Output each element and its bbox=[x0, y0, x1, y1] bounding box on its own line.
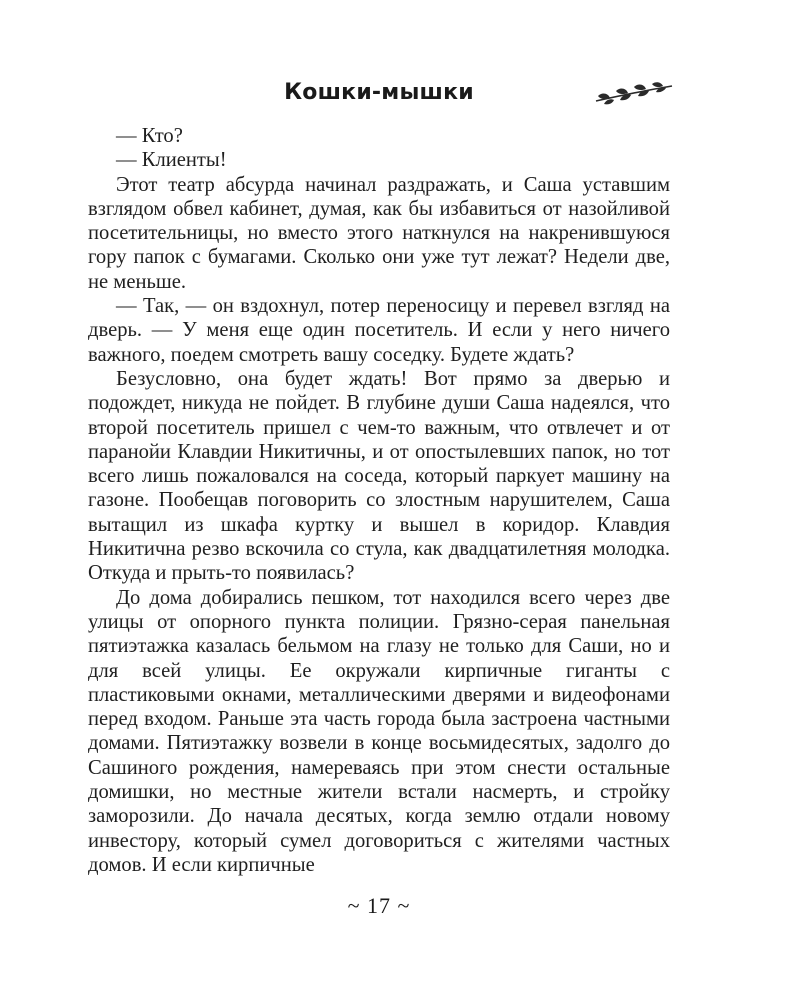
paragraph: До дома добирались пешком, тот находился всего через две улицы от опорного пункта полиции. Грязно-серая панельная пятиэтажка казалась бельмом на глазу не только для Саши, но и для всей улицы. Ее окружали кирпичные гиганты с пластиковыми окнами, металлическими дверями и видеофонами перед входом. Раньше эта часть города была застроена частными домами. Пятиэтажку возвели в конце восьмидесятых, задолго до Сашиного рождения, намереваясь при этом снести остальные домишки, но местные жители встали насмерть, и стройку заморозили. До начала десятых, когда землю отдали новому инвестору, который сумел договориться с жителями частных домов. И если кирпичные bbox=[88, 586, 670, 876]
laurel-branch-icon bbox=[594, 80, 676, 108]
page-number: ~ 17 ~ bbox=[347, 893, 411, 918]
paragraph: — Так, — он вздохнул, потер переносицу и перевел взгляд на дверь. — У меня еще один посетитель. И если у него ничего важного, поедем смотреть вашу соседку. Будете ждать? bbox=[88, 295, 670, 366]
paragraph: — Кто? bbox=[116, 125, 183, 147]
body-text bbox=[88, 124, 670, 877]
paragraph: — Клиенты! bbox=[116, 149, 227, 172]
chapter-title: Кошки-мышки bbox=[284, 80, 474, 105]
running-head bbox=[88, 78, 670, 112]
paragraph: Этот театр абсурда начинал раздражать, и Саша уставшим взглядом обвел кабинет, думая, как бы избавиться от назойливой посетительницы, но вместо этого наткнулся на накренившуюся гору папок с бумагами. Сколько они уже тут лежат? Недели две, не меньше. bbox=[88, 173, 670, 293]
paragraph: Безусловно, она будет ждать! Вот прямо за дверью и подождет, никуда не пойдет. В глубине души Саша надеялся, что второй посетитель пришел с чем-то важным, что отвлечет и от паранойи Клавдии Никитичны, и от опостылевших папок, но тот всего лишь пожаловался на соседа, который паркует машину на газоне. Пообещав поговорить со злостным нарушителем, Саша вытащил из шкафа куртку и вышел в коридор. Клавдия Никитична резво вскочила со стула, как двадцатилетняя молодка. Откуда и прыть-то появилась? bbox=[88, 367, 670, 585]
